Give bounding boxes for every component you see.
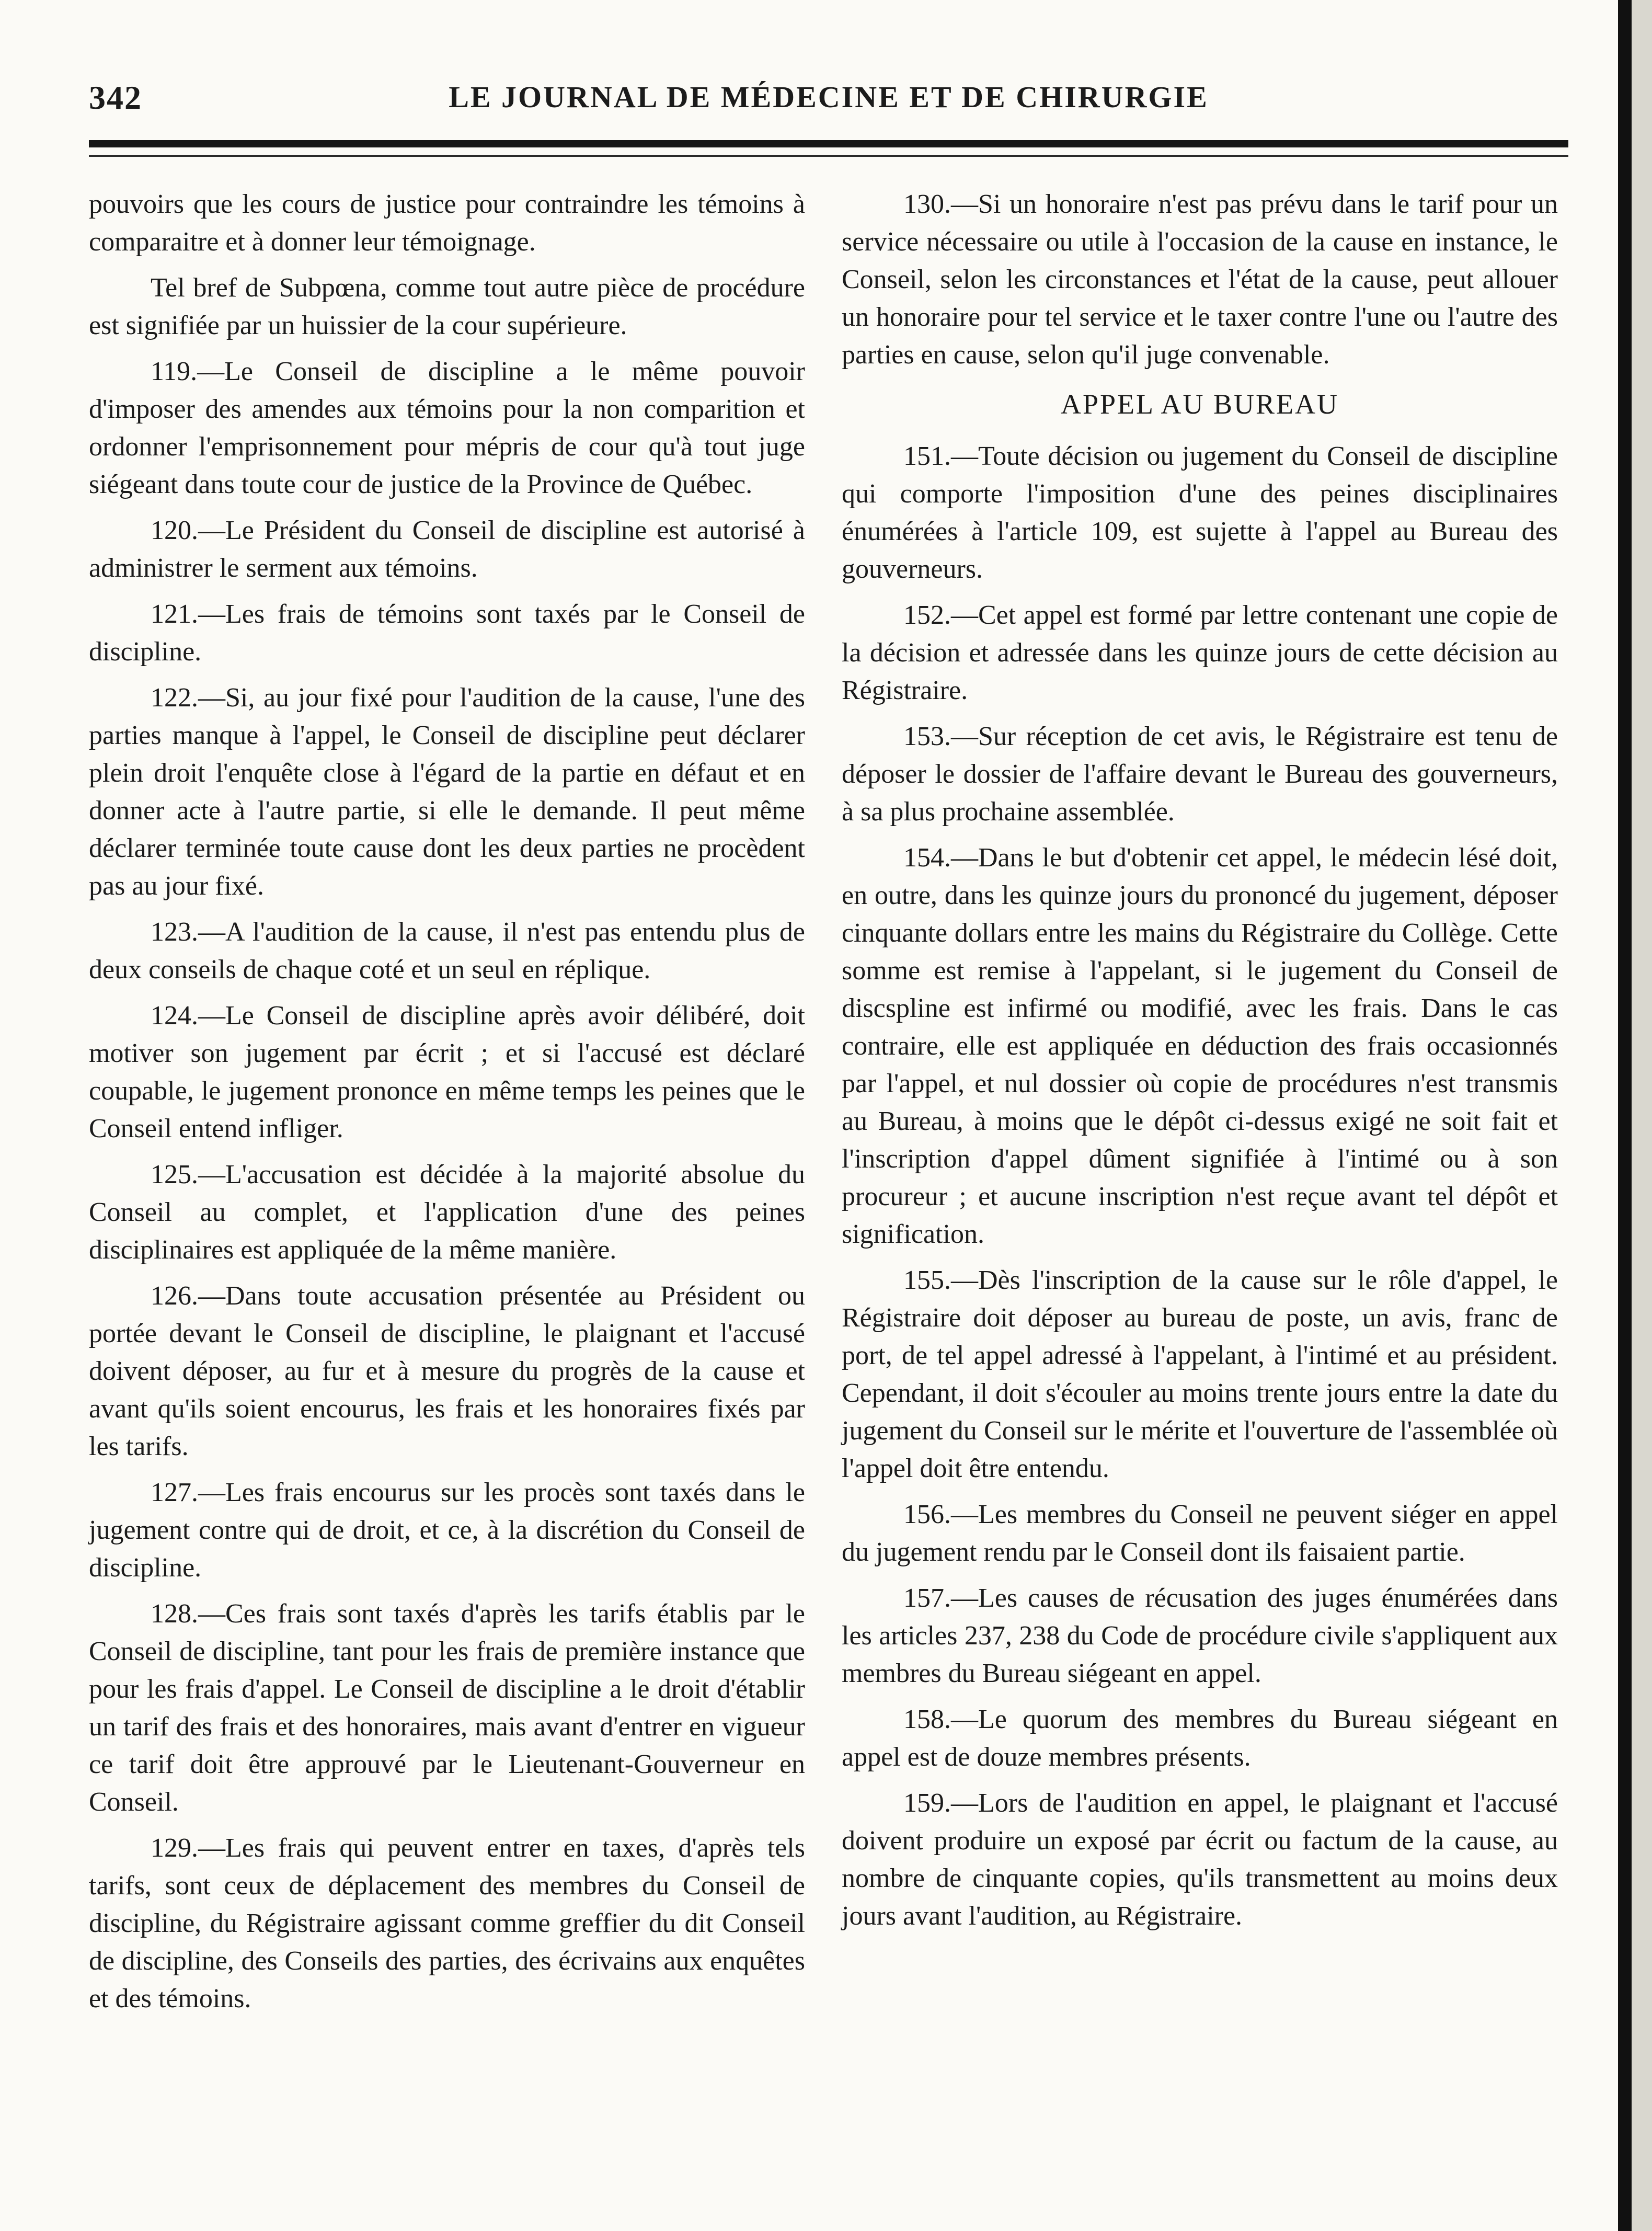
article-159: 159.—Lors de l'audition en appel, le plaignant et l'accusé doivent produire un exposé par écrit ou factum de la cause, au nombre de cinquante copies, qu'ils transmettent au moins deux jours avant l'audition, au Régistraire. — [842, 1788, 1558, 1931]
article-153: 153.—Sur réception de cet avis, le Régistraire est tenu de déposer le dossier de l'affaire devant le Bureau des gouverneurs, à sa plus prochaine assemblée. — [842, 722, 1558, 827]
paragraph: pouvoirs que les cours de justice pour contraindre les témoins à comparaitre et à donner leur témoignage. — [89, 189, 805, 257]
article-158: 158.—Le quorum des membres du Bureau siégeant en appel est de douze membres présents. — [842, 1704, 1558, 1772]
article-123: 123.—A l'audition de la cause, il n'est pas entendu plus de deux conseils de chaque coté et un seul en réplique. — [89, 917, 805, 985]
running-title: LE JOURNAL DE MÉDECINE ET DE CHIRURGIE — [449, 80, 1209, 114]
article-154: 154.—Dans le but d'obtenir cet appel, le médecin lésé doit, en outre, dans les quinze jours du prononcé du jugement, déposer cinquante dollars entre les mains du Régistraire du Collège. Cette somme est remise à l'appelant, si le jugement du Conseil de discspline est infirmé ou modifié, avec les frais. Dans le cas contraire, elle est appliquée en déduction des frais occasionnés par l'appel, et nul dossier où copie de procédures n'est transmis au Bureau, à moins que le dépôt ci-dessus exigé ne soit fait et l'inscription d'appel dûment signifiée à l'intimé ou à son procureur ; et aucune inscription n'est reçue avant tel dépôt et signification. — [842, 843, 1558, 1249]
header-rule-thick — [89, 140, 1568, 147]
article-155: 155.—Dès l'inscription de la cause sur le rôle d'appel, le Régistraire doit déposer au bureau de poste, un avis, franc de port, de tel appel adressé à l'appelant, à l'intimé et au président. Cependant, il doit s'écouler au moins trente jours entre la date du jugement du Conseil sur le mérite et l'ouverture de l'assemblée où l'appel doit être entendu. — [842, 1265, 1558, 1483]
article-125: 125.—L'accusation est décidée à la majorité absolue du Conseil au complet, et l'application d'une des peines disciplinaires est appliquée de la même manière. — [89, 1160, 805, 1265]
left-column — [89, 186, 805, 2026]
article-128: 128.—Ces frais sont taxés d'après les tarifs établis par le Conseil de discipline, tant pour les frais de première instance que pour les frais d'appel. Le Conseil de discipline a le droit d'établir un tarif des frais et des honoraires, mais avant d'entrer en vigueur ce tarif doit être approuvé par le Lieutenant-Gouverneur en Conseil. — [89, 1599, 805, 1817]
article-122: 122.—Si, au jour fixé pour l'audition de la cause, l'une des parties manque à l'appel, le Conseil de discipline peut déclarer plein droit l'enquête close à l'égard de la partie en défaut et en donner acte à l'autre partie, si elle le demande. Il peut même déclarer terminée toute cause dont les deux parties ne procèdent pas au jour fixé. — [89, 683, 805, 901]
section-title: APPEL AU BUREAU — [1060, 388, 1339, 420]
binding-shadow — [1632, 0, 1652, 2231]
article-121: 121.—Les frais de témoins sont taxés par le Conseil de discipline. — [89, 599, 805, 667]
article-120: 120.—Le Président du Conseil de discipline est autorisé à administrer le serment aux témoins. — [89, 516, 805, 583]
paragraph: Tel bref de Subpœna, comme tout autre pièce de procédure est signifiée par un huissier de la cour supérieure. — [89, 273, 805, 340]
article-157: 157.—Les causes de récusation des juges énumérées dans les articles 237, 238 du Code de procédure civile s'appliquent aux membres du Bureau siégeant en appel. — [842, 1583, 1558, 1688]
article-151: 151.—Toute décision ou jugement du Conseil de discipline qui comporte l'imposition d'une des peines disciplinaires énumérées à l'article 109, est sujette à l'appel au Bureau des gouverneurs. — [842, 441, 1558, 584]
article-152: 152.—Cet appel est formé par lettre contenant une copie de la décision et adressée dans les quinze jours de cette décision au Régistraire. — [842, 600, 1558, 705]
article-129: 129.—Les frais qui peuvent entrer en taxes, d'après tels tarifs, sont ceux de déplacement des membres du Conseil de discipline, du Régistraire agissant comme greffier du dit Conseil de discipline, des Conseils des parties, des écrivains aux enquêtes et des témoins. — [89, 1833, 805, 2013]
article-124: 124.—Le Conseil de discipline après avoir délibéré, doit motiver son jugement par écrit ; et si l'accusé est déclaré coupable, le jugement prononce en même temps les peines que le Conseil entend infliger. — [89, 1001, 805, 1143]
article-156: 156.—Les membres du Conseil ne peuvent siéger en appel du jugement rendu par le Conseil dont ils faisaient partie. — [842, 1500, 1558, 1567]
right-column — [842, 186, 1558, 1943]
binding-edge — [1618, 0, 1632, 2231]
page-header — [89, 78, 1568, 125]
article-119: 119.—Le Conseil de discipline a le même pouvoir d'imposer des amendes aux témoins pour la non comparition et ordonner l'emprisonnement pour mépris de cour qu'à tout juge siégeant dans toute cour de justice de la Province de Québec. — [89, 357, 805, 499]
header-rule-thin — [89, 155, 1568, 157]
article-126: 126.—Dans toute accusation présentée au Président ou portée devant le Conseil de discipline, le plaignant et l'accusé doivent déposer, au fur et à mesure du progrès de la cause et avant qu'ils soient encourus, les frais et les honoraires fixés par les tarifs. — [89, 1281, 805, 1461]
page-number: 342 — [89, 79, 142, 116]
article-127: 127.—Les frais encourus sur les procès sont taxés dans le jugement contre qui de droit, et ce, à la discrétion du Conseil de discipline. — [89, 1478, 805, 1583]
article-130: 130.—Si un honoraire n'est pas prévu dans le tarif pour un service nécessaire ou utile à l'occasion de la cause en instance, le Conseil, selon les circonstances et l'état de la cause, peut allouer un honoraire pour tel service et le taxer contre l'une ou l'autre des parties en cause, selon qu'il juge convenable. — [842, 189, 1558, 370]
